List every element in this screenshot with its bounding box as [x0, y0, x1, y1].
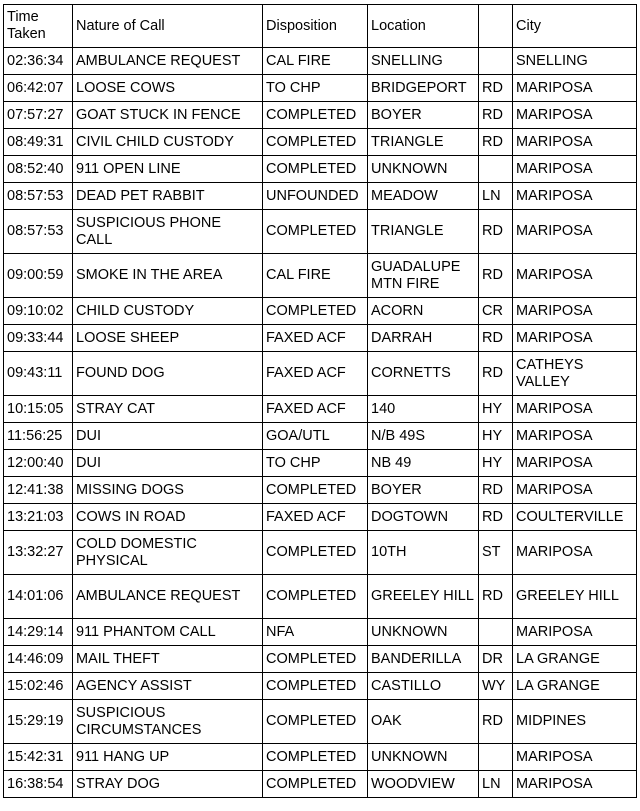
cell-time: 08:49:31 — [4, 129, 73, 156]
cell-nature: MAIL THEFT — [73, 646, 263, 673]
cell-nature: CIVIL CHILD CUSTODY — [73, 129, 263, 156]
cell-location: 140 — [368, 396, 479, 423]
cell-location: BOYER — [368, 102, 479, 129]
cell-nature: 911 OPEN LINE — [73, 156, 263, 183]
cell-suffix: RD — [479, 575, 513, 619]
cell-disposition: COMPLETED — [263, 700, 368, 744]
table-row — [4, 298, 637, 325]
cell-nature: AMBULANCE REQUEST — [73, 48, 263, 75]
cell-suffix: LN — [479, 183, 513, 210]
header-location: Location — [368, 5, 479, 48]
cell-suffix: RD — [479, 129, 513, 156]
cell-time: 09:33:44 — [4, 325, 73, 352]
cell-suffix: HY — [479, 450, 513, 477]
header-nature-of-call: Nature of Call — [73, 5, 263, 48]
table-row — [4, 504, 637, 531]
cell-city: MARIPOSA — [513, 619, 637, 646]
cell-time: 08:57:53 — [4, 210, 73, 254]
table-row — [4, 325, 637, 352]
table-row — [4, 531, 637, 575]
table-row — [4, 450, 637, 477]
table-row — [4, 646, 637, 673]
cell-location: UNKNOWN — [368, 619, 479, 646]
cell-suffix — [479, 48, 513, 75]
cell-disposition: COMPLETED — [263, 646, 368, 673]
cell-location: DOGTOWN — [368, 504, 479, 531]
cell-suffix: RD — [479, 102, 513, 129]
table-row — [4, 423, 637, 450]
cell-nature: DUI — [73, 423, 263, 450]
cell-nature: 911 HANG UP — [73, 744, 263, 771]
cell-nature: CHILD CUSTODY — [73, 298, 263, 325]
cell-location: TRIANGLE — [368, 129, 479, 156]
cell-nature: SMOKE IN THE AREA — [73, 254, 263, 298]
cell-time: 12:41:38 — [4, 477, 73, 504]
cell-nature: SUSPICIOUS PHONE CALL — [73, 210, 263, 254]
table-row — [4, 156, 637, 183]
cell-location: CORNETTS — [368, 352, 479, 396]
cell-nature: MISSING DOGS — [73, 477, 263, 504]
cell-disposition: COMPLETED — [263, 156, 368, 183]
cell-city: MARIPOSA — [513, 102, 637, 129]
cell-nature: DUI — [73, 450, 263, 477]
cell-disposition: GOA/UTL — [263, 423, 368, 450]
cell-city: MARIPOSA — [513, 75, 637, 102]
cell-suffix: RD — [479, 75, 513, 102]
table-row — [4, 396, 637, 423]
cell-city: MARIPOSA — [513, 129, 637, 156]
header-row — [4, 5, 637, 48]
cell-time: 14:46:09 — [4, 646, 73, 673]
cell-suffix: RD — [479, 254, 513, 298]
cell-location: NB 49 — [368, 450, 479, 477]
cell-location: SNELLING — [368, 48, 479, 75]
cell-city: LA GRANGE — [513, 673, 637, 700]
cell-nature: COWS IN ROAD — [73, 504, 263, 531]
cell-disposition: COMPLETED — [263, 210, 368, 254]
cell-location: UNKNOWN — [368, 744, 479, 771]
cell-time: 12:00:40 — [4, 450, 73, 477]
cell-time: 07:57:27 — [4, 102, 73, 129]
cell-time: 09:00:59 — [4, 254, 73, 298]
cell-location: UNKNOWN — [368, 156, 479, 183]
cell-nature: 911 PHANTOM CALL — [73, 619, 263, 646]
table-row — [4, 102, 637, 129]
cell-location: BANDERILLA — [368, 646, 479, 673]
cell-city: MARIPOSA — [513, 771, 637, 798]
cell-disposition: FAXED ACF — [263, 352, 368, 396]
cell-nature: AMBULANCE REQUEST — [73, 575, 263, 619]
cell-city: MARIPOSA — [513, 450, 637, 477]
cell-disposition: COMPLETED — [263, 531, 368, 575]
cell-city: MARIPOSA — [513, 325, 637, 352]
cell-time: 06:42:07 — [4, 75, 73, 102]
cell-city: MARIPOSA — [513, 183, 637, 210]
cell-time: 15:42:31 — [4, 744, 73, 771]
table-row — [4, 575, 637, 619]
cell-time: 11:56:25 — [4, 423, 73, 450]
cell-disposition: FAXED ACF — [263, 396, 368, 423]
table-row — [4, 254, 637, 298]
cell-disposition: CAL FIRE — [263, 254, 368, 298]
cell-location: OAK — [368, 700, 479, 744]
cell-location: 10TH — [368, 531, 479, 575]
cell-location: WOODVIEW — [368, 771, 479, 798]
cell-nature: STRAY CAT — [73, 396, 263, 423]
cell-disposition: COMPLETED — [263, 575, 368, 619]
cell-time: 15:29:19 — [4, 700, 73, 744]
cell-time: 08:57:53 — [4, 183, 73, 210]
cell-location: GUADALUPE MTN FIRE — [368, 254, 479, 298]
cell-suffix: HY — [479, 423, 513, 450]
cell-suffix: DR — [479, 646, 513, 673]
cell-suffix: RD — [479, 352, 513, 396]
cell-city: MARIPOSA — [513, 531, 637, 575]
cell-suffix: RD — [479, 325, 513, 352]
cell-city: MARIPOSA — [513, 210, 637, 254]
cell-time: 08:52:40 — [4, 156, 73, 183]
cell-disposition: COMPLETED — [263, 744, 368, 771]
cell-disposition: COMPLETED — [263, 673, 368, 700]
cell-disposition: TO CHP — [263, 450, 368, 477]
cell-location: GREELEY HILL — [368, 575, 479, 619]
cell-suffix: WY — [479, 673, 513, 700]
cell-city: MARIPOSA — [513, 156, 637, 183]
cell-suffix — [479, 619, 513, 646]
table-row — [4, 352, 637, 396]
cell-location: CASTILLO — [368, 673, 479, 700]
cell-city: MARIPOSA — [513, 254, 637, 298]
cell-disposition: TO CHP — [263, 75, 368, 102]
header-suffix — [479, 5, 513, 48]
cell-city: LA GRANGE — [513, 646, 637, 673]
header-city: City — [513, 5, 637, 48]
cell-city: MARIPOSA — [513, 423, 637, 450]
table-row — [4, 619, 637, 646]
cell-time: 13:32:27 — [4, 531, 73, 575]
cell-nature: DEAD PET RABBIT — [73, 183, 263, 210]
cell-nature: COLD DOMESTIC PHYSICAL — [73, 531, 263, 575]
cell-nature: AGENCY ASSIST — [73, 673, 263, 700]
cell-location: N/B 49S — [368, 423, 479, 450]
cell-suffix: CR — [479, 298, 513, 325]
cell-city: MIDPINES — [513, 700, 637, 744]
table-row — [4, 75, 637, 102]
table-row — [4, 210, 637, 254]
cell-time: 13:21:03 — [4, 504, 73, 531]
cell-disposition: COMPLETED — [263, 129, 368, 156]
cell-city: MARIPOSA — [513, 298, 637, 325]
cell-location: BOYER — [368, 477, 479, 504]
cell-nature: STRAY DOG — [73, 771, 263, 798]
cell-disposition: COMPLETED — [263, 477, 368, 504]
cell-disposition: UNFOUNDED — [263, 183, 368, 210]
cell-disposition: COMPLETED — [263, 771, 368, 798]
cell-disposition: COMPLETED — [263, 102, 368, 129]
cell-suffix: RD — [479, 700, 513, 744]
cell-suffix — [479, 744, 513, 771]
cell-time: 09:43:11 — [4, 352, 73, 396]
header-time-taken: Time Taken — [4, 5, 73, 48]
table-row — [4, 673, 637, 700]
cell-city: SNELLING — [513, 48, 637, 75]
cell-nature: SUSPICIOUS CIRCUMSTANCES — [73, 700, 263, 744]
cell-suffix: RD — [479, 504, 513, 531]
cell-nature: LOOSE SHEEP — [73, 325, 263, 352]
cell-time: 16:38:54 — [4, 771, 73, 798]
cell-suffix: RD — [479, 210, 513, 254]
cell-location: BRIDGEPORT — [368, 75, 479, 102]
table-row — [4, 477, 637, 504]
cell-city: COULTERVILLE — [513, 504, 637, 531]
cell-city: CATHEYS VALLEY — [513, 352, 637, 396]
cell-city: MARIPOSA — [513, 396, 637, 423]
table-row — [4, 48, 637, 75]
cell-time: 02:36:34 — [4, 48, 73, 75]
cell-location: MEADOW — [368, 183, 479, 210]
cell-city: MARIPOSA — [513, 744, 637, 771]
cell-time: 15:02:46 — [4, 673, 73, 700]
cell-disposition: FAXED ACF — [263, 504, 368, 531]
cell-nature: LOOSE COWS — [73, 75, 263, 102]
cell-nature: FOUND DOG — [73, 352, 263, 396]
table-row — [4, 129, 637, 156]
header-disposition: Disposition — [263, 5, 368, 48]
cell-nature: GOAT STUCK IN FENCE — [73, 102, 263, 129]
table-row — [4, 700, 637, 744]
table-row — [4, 183, 637, 210]
cell-disposition: CAL FIRE — [263, 48, 368, 75]
cell-suffix — [479, 156, 513, 183]
cell-disposition: FAXED ACF — [263, 325, 368, 352]
cell-time: 14:29:14 — [4, 619, 73, 646]
cell-city: MARIPOSA — [513, 477, 637, 504]
cell-suffix: RD — [479, 477, 513, 504]
cell-time: 10:15:05 — [4, 396, 73, 423]
cell-disposition: NFA — [263, 619, 368, 646]
table-row — [4, 744, 637, 771]
cell-time: 09:10:02 — [4, 298, 73, 325]
call-log-table — [3, 4, 637, 798]
cell-suffix: LN — [479, 771, 513, 798]
cell-location: TRIANGLE — [368, 210, 479, 254]
cell-city: GREELEY HILL — [513, 575, 637, 619]
cell-disposition: COMPLETED — [263, 298, 368, 325]
table-row — [4, 771, 637, 798]
cell-time: 14:01:06 — [4, 575, 73, 619]
cell-suffix: HY — [479, 396, 513, 423]
cell-location: DARRAH — [368, 325, 479, 352]
cell-suffix: ST — [479, 531, 513, 575]
cell-location: ACORN — [368, 298, 479, 325]
